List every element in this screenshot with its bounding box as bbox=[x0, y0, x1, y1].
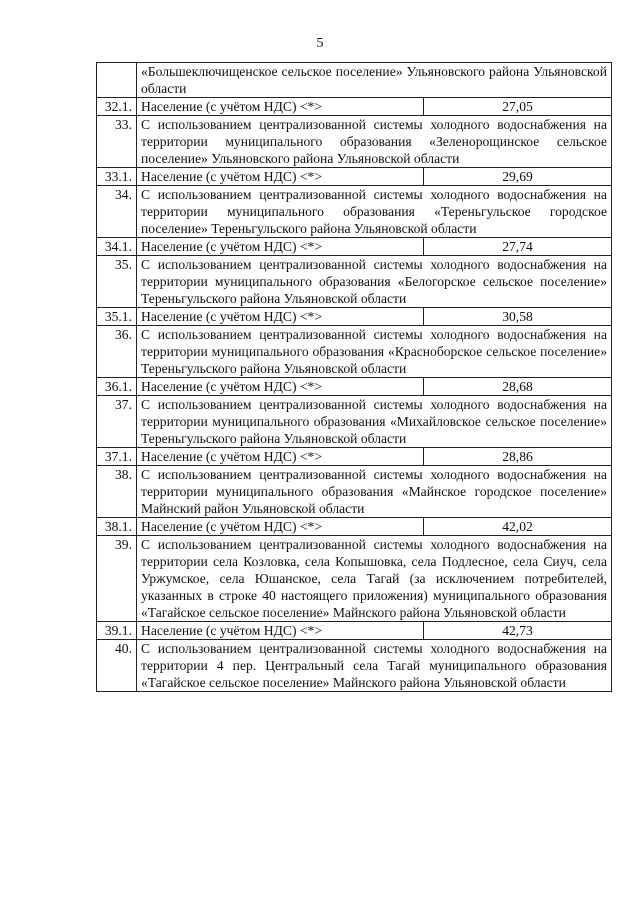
tariff-value: 30,58 bbox=[424, 308, 612, 326]
table-row bbox=[97, 63, 612, 98]
table-row bbox=[97, 256, 612, 308]
row-label: Население (с учётом НДС) <*> bbox=[137, 448, 424, 466]
row-number: 39.1. bbox=[97, 622, 137, 640]
row-number: 38. bbox=[97, 466, 137, 518]
table-row bbox=[97, 536, 612, 622]
table-row bbox=[97, 326, 612, 378]
row-number: 40. bbox=[97, 640, 137, 692]
row-label: Население (с учётом НДС) <*> bbox=[137, 622, 424, 640]
page-number: 5 bbox=[316, 36, 324, 51]
table-row bbox=[97, 466, 612, 518]
table-row bbox=[97, 622, 612, 640]
tariff-table bbox=[96, 62, 612, 692]
row-label: Население (с учётом НДС) <*> bbox=[137, 308, 424, 326]
row-description: С использованием централизованной системы холодного водоснабжения на территории 4 пер. Центральный села Тагай муниципального образования «Тагайское сельское поселение» Майнского района Ульяновской области bbox=[137, 640, 612, 692]
row-number: 37.1. bbox=[97, 448, 137, 466]
table-row bbox=[97, 308, 612, 326]
row-number: 37. bbox=[97, 396, 137, 448]
table-row bbox=[97, 186, 612, 238]
tariff-value: 27,05 bbox=[424, 98, 612, 116]
tariff-value: 42,73 bbox=[424, 622, 612, 640]
row-number: 34. bbox=[97, 186, 137, 238]
row-number: 35.1. bbox=[97, 308, 137, 326]
row-label: Население (с учётом НДС) <*> bbox=[137, 168, 424, 186]
row-number: 36. bbox=[97, 326, 137, 378]
row-label: Население (с учётом НДС) <*> bbox=[137, 378, 424, 396]
row-description: С использованием централизованной системы холодного водоснабжения на территории муниципального образования «Зеленорощинское сельское поселение» Ульяновского района Ульяновской области bbox=[137, 116, 612, 168]
row-description: С использованием централизованной системы холодного водоснабжения на территории села Козловка, села Копышовка, села Подлесное, села Сиуч, села Уржумское, села Юшанское, села Тагай (за исключением потребителей, указанных в строке 40 настоящего приложения) муниципального образования «Тагайское сельское поселение» Майнского района Ульяновской области bbox=[137, 536, 612, 622]
row-number: 36.1. bbox=[97, 378, 137, 396]
row-label: Население (с учётом НДС) <*> bbox=[137, 238, 424, 256]
tariff-value: 29,69 bbox=[424, 168, 612, 186]
table-row bbox=[97, 168, 612, 186]
table-row bbox=[97, 238, 612, 256]
row-description: С использованием централизованной системы холодного водоснабжения на территории муниципального образования «Тереньгульское городское поселение» Тереньгульского района Ульяновской области bbox=[137, 186, 612, 238]
row-description: С использованием централизованной системы холодного водоснабжения на территории муниципального образования «Красноборское сельское поселение» Тереньгульского района Ульяновской области bbox=[137, 326, 612, 378]
tariff-value: 28,86 bbox=[424, 448, 612, 466]
table-row bbox=[97, 116, 612, 168]
row-label: Население (с учётом НДС) <*> bbox=[137, 98, 424, 116]
row-number: 32.1. bbox=[97, 98, 137, 116]
row-description: С использованием централизованной системы холодного водоснабжения на территории муниципального образования «Белогорское сельское поселение» Тереньгульского района Ульяновской области bbox=[137, 256, 612, 308]
row-number: 34.1. bbox=[97, 238, 137, 256]
row-number bbox=[97, 63, 137, 98]
table-row bbox=[97, 518, 612, 536]
row-description: С использованием централизованной системы холодного водоснабжения на территории муниципального образования «Майнское городское поселение» Майнский район Ульяновской области bbox=[137, 466, 612, 518]
row-number: 39. bbox=[97, 536, 137, 622]
table-row bbox=[97, 98, 612, 116]
tariff-value: 27,74 bbox=[424, 238, 612, 256]
row-description: «Большеключищенское сельское поселение» Ульяновского района Ульяновской области bbox=[137, 63, 612, 98]
row-number: 33.1. bbox=[97, 168, 137, 186]
table-row bbox=[97, 396, 612, 448]
row-description: С использованием централизованной системы холодного водоснабжения на территории муниципального образования «Михайловское сельское поселение» Тереньгульского района Ульяновской области bbox=[137, 396, 612, 448]
table-row bbox=[97, 448, 612, 466]
table-row bbox=[97, 378, 612, 396]
tariff-value: 28,68 bbox=[424, 378, 612, 396]
tariff-value: 42,02 bbox=[424, 518, 612, 536]
table-row bbox=[97, 640, 612, 692]
row-number: 35. bbox=[97, 256, 137, 308]
row-label: Население (с учётом НДС) <*> bbox=[137, 518, 424, 536]
row-number: 33. bbox=[97, 116, 137, 168]
row-number: 38.1. bbox=[97, 518, 137, 536]
